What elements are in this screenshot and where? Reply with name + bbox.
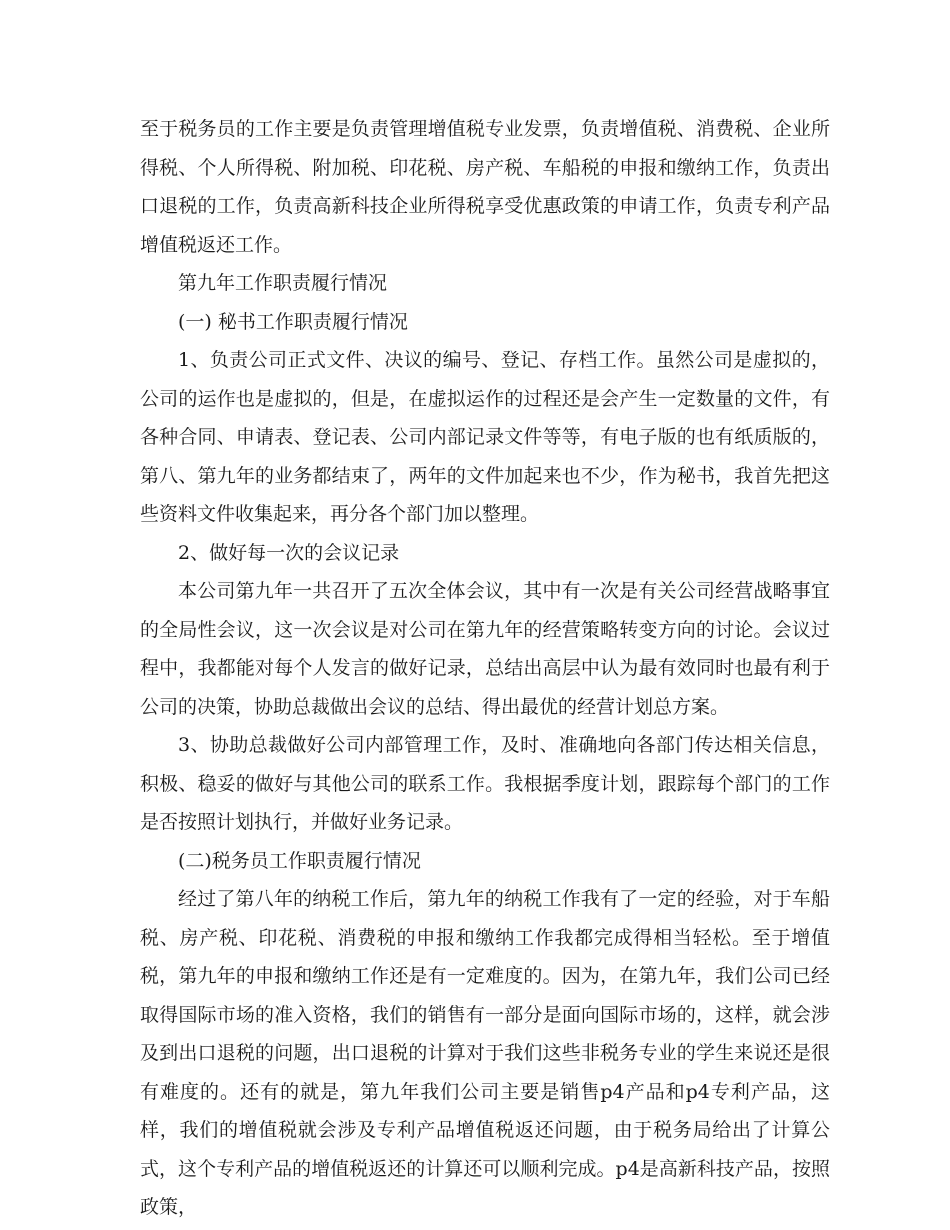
section-heading-year-nine: 第九年工作职责履行情况: [178, 272, 388, 294]
paragraph-tax-clerk-duties: 至于税务员的工作主要是负责管理增值税专业发票，负责增值税、消费税、企业所得税、个人所得税、附加税、印花税、房产税、车船税的申报和缴纳工作，负责出口退税的工作，负责高新科技企业所得税享受优惠政策的申请工作，负责专利产品增值税返还工作。: [140, 118, 830, 256]
paragraph-tax-work: 经过了第八年的纳税工作后，第九年的纳税工作我有了一定的经验，对于车船税、房产税、印花税、消费税的申报和缴纳工作我都完成得相当轻松。至于增值税，第九年的申报和缴纳工作还是有一定难度的。因为，在第九年，我们公司已经取得国际市场的准入资格，我们的销售有一部分是面向国际市场的，这样，就会涉及到出口退税的问题，出口退税的计算对于我们这些非税务专业的学生来说还是很有难度的。还有的就是，第九年我们公司主要是销售p4产品和p4专利产品，这样，我们的增值税就会涉及专利产品增值税返还问题，由于税务局给出了计算公式，这个专利产品的增值税返还的计算还可以顺利完成。p4是高新科技产品，按照政策，: [140, 888, 830, 1218]
paragraph-internal-management: 3、协助总裁做好公司内部管理工作，及时、准确地向各部门传达相关信息，积极、稳妥的做好与其他公司的联系工作。我根据季度计划，跟踪每个部门的工作是否按照计划执行，并做好业务记录。: [140, 734, 830, 833]
subheading-tax-clerk-duties: (二)税务员工作职责履行情况: [178, 849, 421, 872]
paragraph-document-filing: 1、负责公司正式文件、决议的编号、登记、存档工作。虽然公司是虚拟的，公司的运作也是虚拟的，但是，在虚拟运作的过程还是会产生一定数量的文件，有各种合同、申请表、登记表、公司内部记录文件等等，有电子版的也有纸质版的，第八、第九年的业务都结束了，两年的文件加起来也不少，作为秘书，我首先把这些资料文件收集起来，再分各个部门加以整理。: [140, 349, 830, 525]
subheading-secretary-duties: (一) 秘书工作职责履行情况: [178, 310, 408, 333]
subheading-meeting-records: 2、做好每一次的会议记录: [178, 541, 400, 564]
paragraph-meetings: 本公司第九年一共召开了五次全体会议，其中有一次是有关公司经营战略事宜的全局性会议，这一次会议是对公司在第九年的经营策略转变方向的讨论。会议过程中，我都能对每个人发言的做好记录，总结出高层中认为最有效同时也最有利于公司的决策，协助总裁做出会议的总结、得出最优的经营计划总方案。: [140, 580, 830, 718]
document-body: [140, 110, 830, 1227]
